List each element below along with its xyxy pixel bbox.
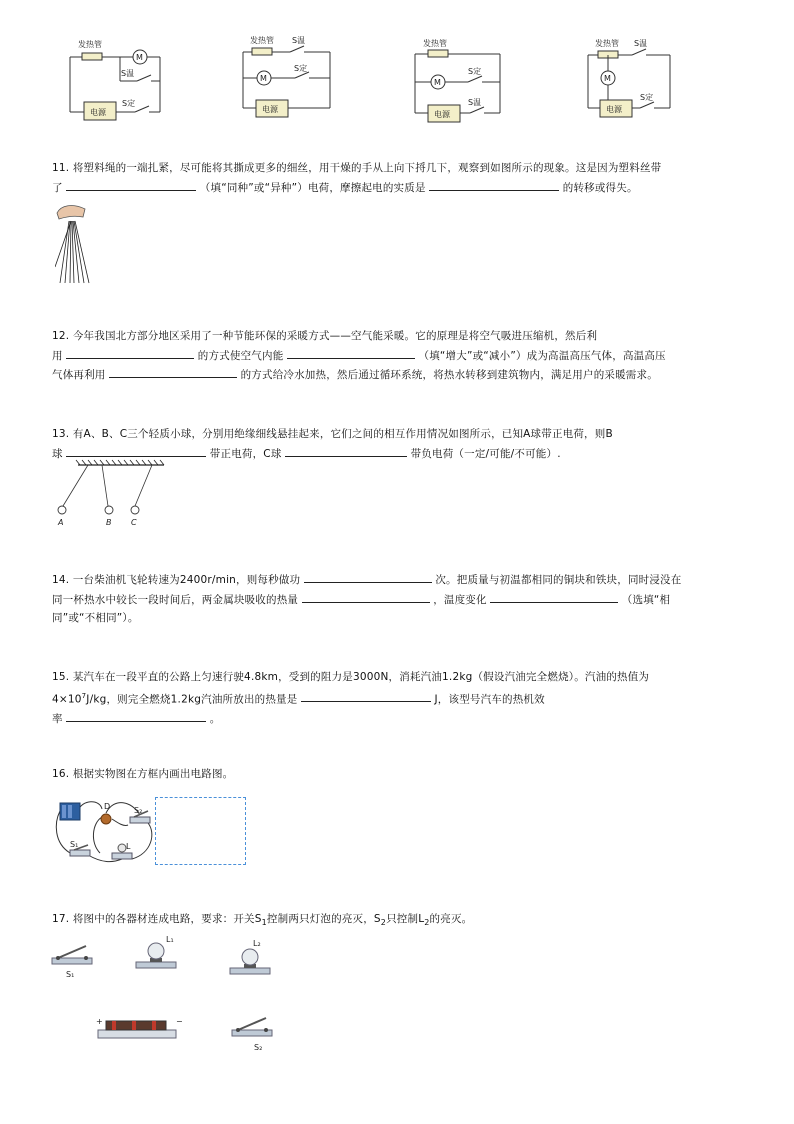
question-11 [52, 159, 742, 197]
plastic-strands-figure [55, 203, 100, 285]
motor-label: M [136, 53, 143, 62]
answer-blank[interactable] [301, 689, 431, 702]
question-15-line-2: $4\times 10^7J/kg$，则完全燃烧1.2kg汽油所放出的热量是 J，该型号汽车的热机效 [52, 687, 742, 709]
bulb-l1-icon [136, 943, 176, 968]
components-figure [40, 930, 300, 1060]
answer-blank[interactable] [304, 570, 432, 583]
question-number: 17. [52, 913, 70, 925]
question-number: 12. [52, 330, 70, 342]
answer-blank[interactable] [66, 709, 206, 722]
power-label: 电源 [606, 105, 622, 114]
question-number: 11. [52, 162, 70, 174]
question-14 [52, 570, 742, 628]
question-14-line-3: 同”或“不相同”）。 [52, 612, 139, 624]
switch-label: S温 [468, 98, 482, 107]
switch-label: S定 [640, 93, 654, 102]
question-number: 14. [52, 574, 70, 586]
question-13-line-2: 球 带正电荷，C球 带负电荷（一定/可能/不可能）. [52, 444, 742, 464]
answer-blank[interactable] [429, 178, 559, 191]
answer-blank[interactable] [66, 178, 196, 191]
battery-minus: − [176, 1017, 183, 1026]
answer-blank[interactable] [66, 346, 194, 359]
question-number: 15. [52, 671, 70, 683]
bulb-icon [118, 844, 126, 852]
heater-label: 发热管 [595, 39, 619, 48]
question-16-line-1: 16. 根据实物图在方框内画出电路图。 [52, 768, 234, 780]
circuit-diagram-3 [415, 50, 500, 122]
battery-pack-icon [98, 1021, 176, 1038]
ball-c [131, 506, 139, 514]
bulb-l2-icon [230, 949, 270, 974]
answer-blank[interactable] [287, 346, 415, 359]
label-s2: S₂ [254, 1043, 263, 1052]
answer-drawing-box[interactable] [155, 797, 246, 865]
answer-blank[interactable] [285, 444, 407, 457]
switch-label: S定 [122, 99, 136, 108]
switch-label: S温 [121, 69, 135, 78]
switch-s2-icon [232, 1018, 272, 1036]
ball-a-label: A [58, 518, 64, 527]
question-15-line-1: 15. 某汽车在一段平直的公路上匀速行驶4.8km，受到的阻力是3000N，消耗汽油1.2kg（假设汽油完全燃烧）。汽油的热值为 [52, 671, 650, 683]
question-16 [52, 765, 742, 784]
heater-label: 发热管 [250, 36, 274, 45]
power-label: 电源 [90, 108, 106, 117]
circuit-diagram-4 [588, 49, 670, 117]
answer-blank[interactable] [109, 365, 237, 378]
ball-c-label: C [131, 518, 137, 527]
battery-plus: + [96, 1017, 103, 1026]
label-l1: L₁ [166, 935, 174, 944]
label-l2: L₂ [253, 939, 261, 948]
question-number: 13. [52, 428, 70, 440]
answer-blank[interactable] [490, 590, 618, 603]
question-14-line-1: 14. 一台柴油机飞轮转速为2400r/min，则每秒做功 次。把质量与初温都相同的铜块和铁块，同时浸没在 [52, 570, 742, 590]
label-l: L [126, 842, 131, 851]
question-number: 16. [52, 768, 70, 780]
switch-label: S温 [634, 39, 648, 48]
circuit-diagram-2 [243, 46, 330, 117]
question-13-line-1: 13. 有A、B、C三个轻质小球，分别用绝缘细线悬挂起来，它们之间的相互作用情况如图所示，已知A球带正电荷，则B [52, 428, 613, 440]
question-11-line-1: 11. 将塑料绳的一端扎紧，尽可能将其撕成更多的细丝，用干燥的手从上向下捋几下，观察到如图所示的现象。这是因为塑料丝带 [52, 162, 662, 174]
question-11-line-2: 了 （填“同种”或“异种”）电荷，摩擦起电的实质是 的转移或得失。 [52, 178, 742, 198]
question-15-line-3: 率 。 [52, 709, 742, 729]
heater-label: 发热管 [423, 39, 447, 48]
question-12-line-1: 12. 今年我国北方部分地区采用了一种节能环保的采暖方式——空气能采暖。它的原理是将空气吸进压缩机，然后利 [52, 330, 598, 342]
circuit-diagram-1 [70, 50, 160, 120]
question-12-line-3: 气体再利用 的方式给冷水加热，然后通过循环系统，将热水转移到建筑物内，满足用户的采暖需求。 [52, 365, 742, 385]
label-d: D [104, 802, 111, 811]
question-14-line-2: 同一杯热水中较长一段时间后，两金属块吸收的热量 ，温度变化 （选填“相 [52, 590, 742, 610]
switch-label: S定 [468, 67, 482, 76]
hanging-balls-figure [52, 459, 167, 529]
question-15 [52, 668, 742, 728]
label-s1: S₁ [66, 970, 75, 979]
power-label: 电源 [262, 105, 278, 114]
power-label: 电源 [434, 110, 450, 119]
ball-b-label: B [106, 518, 112, 527]
label-s2: S₂ [134, 806, 143, 815]
answer-blank[interactable] [66, 444, 206, 457]
question-12-line-2: 用 的方式使空气内能 （填“增大”或“减小”）成为高温高压气体，高温高压 [52, 346, 742, 366]
ball-b [105, 506, 113, 514]
circuit-diagrams-row [0, 30, 794, 125]
motor-icon [101, 814, 111, 824]
question-13 [52, 425, 742, 463]
question-17-line-1: 17. 将图中的各器材连成电路，要求：开关$S_1$控制两只灯泡的亮灭，$S_2$只控制$L_2$的亮灭。 [52, 913, 473, 928]
heater-label: 发热管 [78, 40, 102, 49]
switch-label: S定 [294, 64, 308, 73]
motor-label: M [260, 74, 267, 83]
motor-label: M [604, 74, 611, 83]
ball-a [58, 506, 66, 514]
switch-label: S温 [292, 36, 306, 45]
label-s1: S₁ [70, 840, 79, 849]
question-12 [52, 327, 742, 385]
answer-blank[interactable] [302, 590, 430, 603]
motor-label: M [434, 78, 441, 87]
physical-circuit-figure [52, 793, 155, 865]
switch-s1-icon [52, 946, 92, 964]
